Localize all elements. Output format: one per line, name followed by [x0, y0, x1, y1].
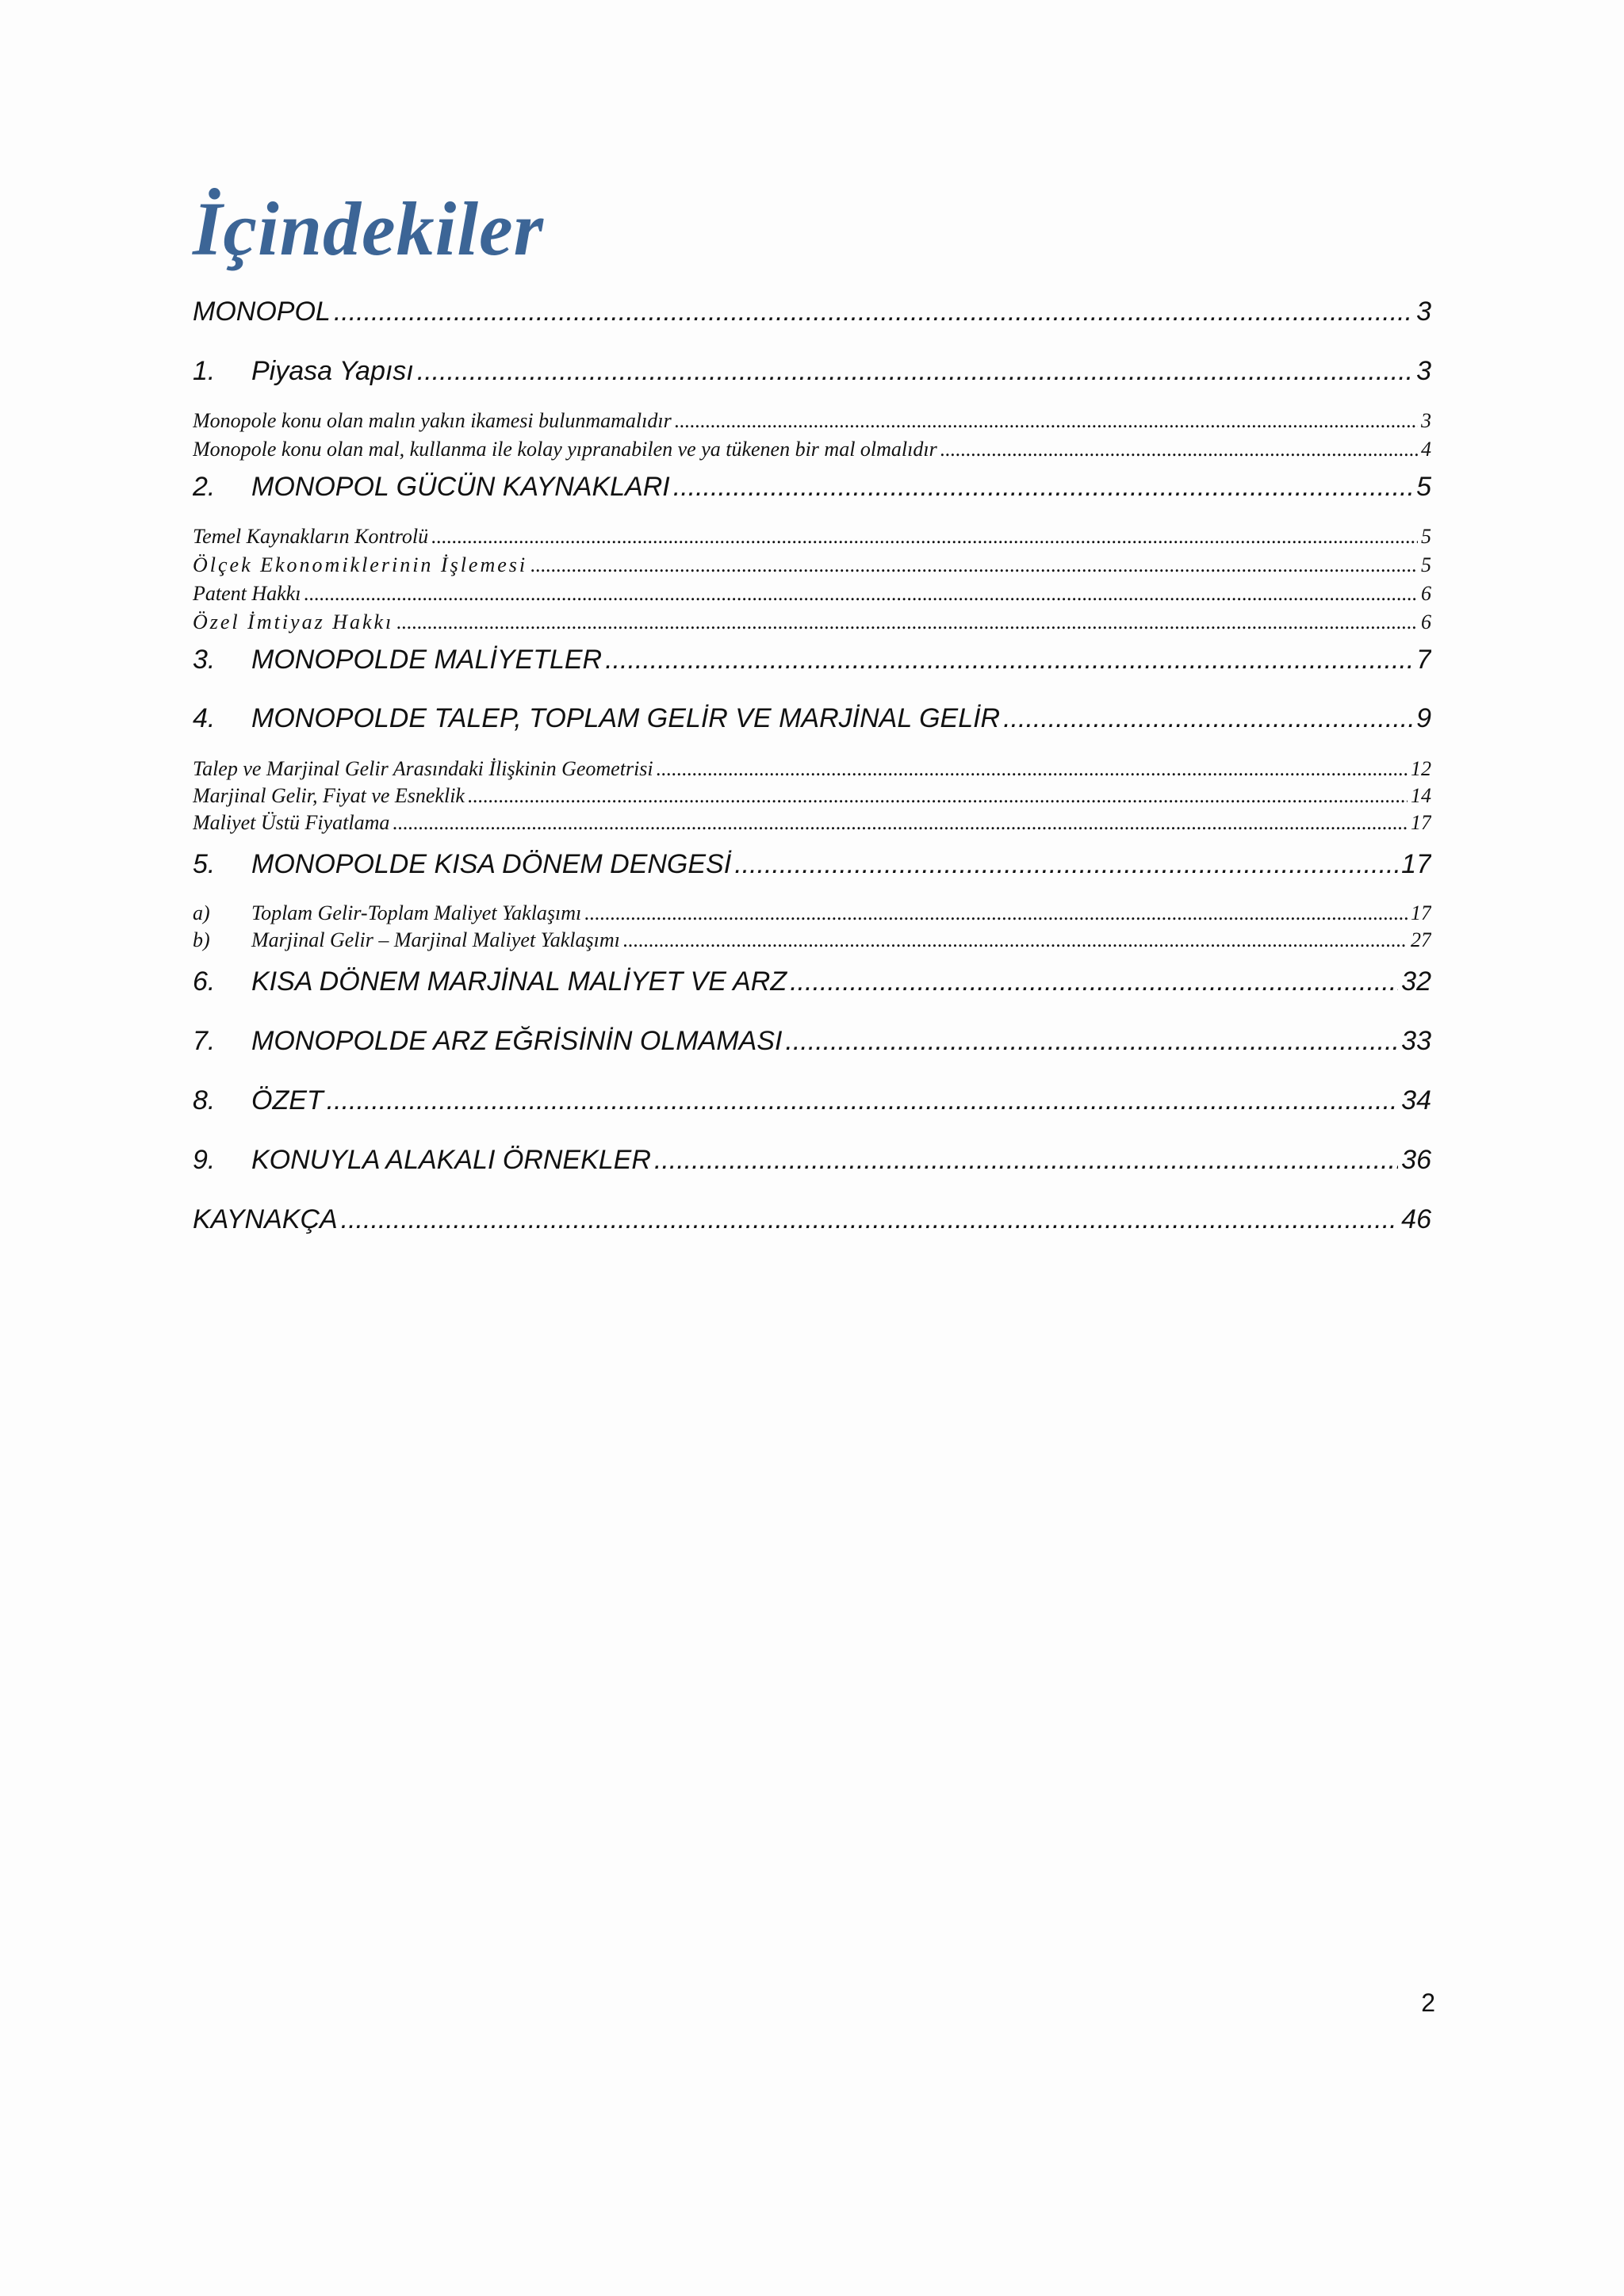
toc-entry-text: KONUYLA ALAKALI ÖRNEKLER	[251, 1145, 651, 1175]
toc-leader-dots	[654, 1142, 1398, 1178]
page-number: 2	[1421, 1988, 1435, 2017]
toc-entry-number: a)	[193, 901, 210, 924]
toc-entry-page: 5	[1421, 553, 1431, 576]
toc-entry[interactable]	[193, 1201, 1431, 1238]
toc-leader-dots	[790, 963, 1398, 1000]
toc-entry-text: ÖZET	[251, 1085, 324, 1115]
toc-entry[interactable]	[193, 408, 1431, 434]
toc-entry[interactable]	[193, 783, 1431, 809]
toc-entry[interactable]	[193, 963, 1431, 1000]
toc-entry[interactable]	[193, 523, 1431, 550]
toc-leader-dots	[584, 900, 1408, 927]
toc-entry[interactable]	[193, 809, 1431, 836]
toc-entry-text: MONOPOLDE KISA DÖNEM DENGESİ	[251, 849, 732, 879]
toc-leader-dots	[785, 1023, 1398, 1059]
toc-leader-dots	[673, 469, 1413, 505]
toc-leader-dots	[341, 1201, 1399, 1238]
toc-entry-text: Marjinal Gelir, Fiyat ve Esneklik	[193, 784, 465, 807]
toc-entry-page: 12	[1411, 757, 1431, 780]
toc-leader-dots	[940, 436, 1418, 463]
toc-entry[interactable]	[193, 293, 1431, 330]
toc-entry[interactable]	[193, 927, 1431, 954]
toc-leader-dots	[327, 1082, 1399, 1119]
toc-entry[interactable]	[193, 641, 1431, 678]
toc-entry-text: Ölçek Ekonomiklerinin İşlemesi	[193, 553, 528, 576]
toc-entry-text: Temel Kaynakların Kontrolü	[193, 525, 429, 548]
toc-entry-text: MONOPOLDE MALİYETLER	[251, 645, 603, 675]
toc-leader-dots	[675, 408, 1418, 434]
toc-entry-text: MONOPOLDE ARZ EĞRİSİNİN OLMAMASI	[251, 1026, 783, 1056]
toc-entry-text: Monopole konu olan mal, kullanma ile kolay yıpranabilen ve ya tükenen bir mal olmalıdır	[193, 438, 937, 461]
toc-entry-text: MONOPOL GÜCÜN KAYNAKLARI	[251, 472, 670, 502]
toc-entry-text: Piyasa Yapısı	[251, 356, 414, 386]
toc-entry-number: 3.	[193, 645, 216, 675]
toc-entry-number: 6.	[193, 966, 216, 997]
toc-entry-page: 3	[1416, 297, 1431, 327]
toc-entry-text: KAYNAKÇA	[193, 1204, 338, 1234]
toc-entry[interactable]	[193, 436, 1431, 463]
toc-entry-page: 5	[1416, 472, 1431, 502]
toc-entry-number: 9.	[193, 1145, 216, 1175]
toc-leader-dots	[1003, 700, 1413, 737]
toc-entry-number: 1.	[193, 356, 216, 386]
toc-leader-dots	[657, 756, 1408, 783]
toc-entry[interactable]	[193, 580, 1431, 607]
toc-entry-text: Toplam Gelir-Toplam Maliyet Yaklaşımı	[251, 901, 582, 924]
toc-entry[interactable]	[193, 1142, 1431, 1178]
toc-entry-text: MONOPOLDE TALEP, TOPLAM GELİR VE MARJİNAL GELİR	[251, 703, 1001, 733]
toc-entry[interactable]	[193, 1082, 1431, 1119]
toc-leader-dots	[734, 846, 1398, 882]
toc-entry[interactable]	[193, 846, 1431, 882]
toc-entry-page: 46	[1401, 1204, 1431, 1234]
toc-entry-page: 7	[1416, 645, 1431, 675]
toc-entry-page: 33	[1401, 1026, 1431, 1056]
toc-leader-dots	[396, 609, 1418, 636]
toc-entry[interactable]	[193, 353, 1431, 389]
toc-entry-page: 17	[1401, 849, 1431, 879]
toc-entry-number: 8.	[193, 1085, 216, 1115]
toc-entry-page: 32	[1401, 966, 1431, 997]
toc-entry[interactable]	[193, 700, 1431, 737]
toc-leader-dots	[605, 641, 1413, 678]
toc-entry-page: 36	[1401, 1145, 1431, 1175]
toc-entry-text: Özel İmtiyaz Hakkı	[193, 610, 394, 633]
toc-leader-dots	[393, 809, 1408, 836]
toc-entry-page: 6	[1421, 610, 1431, 633]
toc-leader-dots	[431, 523, 1418, 550]
toc-entry-text: Marjinal Gelir – Marjinal Maliyet Yaklaşımı	[251, 928, 620, 951]
toc-entry-page: 34	[1401, 1085, 1431, 1115]
toc-entry-text: MONOPOL	[193, 297, 331, 327]
toc-entry-number: 5.	[193, 849, 216, 879]
toc-entry-page: 17	[1411, 901, 1431, 924]
toc-leader-dots	[530, 552, 1418, 579]
toc-entry-page: 4	[1421, 438, 1431, 461]
toc-entry-page: 6	[1421, 582, 1431, 605]
toc-entry-page: 3	[1416, 356, 1431, 386]
toc-entry[interactable]	[193, 1023, 1431, 1059]
toc-entry-page: 3	[1421, 409, 1431, 432]
toc-entry-page: 9	[1416, 703, 1431, 733]
toc-entry-text: Maliyet Üstü Fiyatlama	[193, 811, 390, 834]
toc-entry-text: Talep ve Marjinal Gelir Arasındaki İlişkinin Geometrisi	[193, 757, 653, 780]
toc-entry-page: 5	[1421, 525, 1431, 548]
toc-leader-dots	[334, 293, 1413, 330]
toc-entry[interactable]	[193, 609, 1431, 636]
toc-entry-number: b)	[193, 928, 210, 951]
toc-entry-text: Patent Hakkı	[193, 582, 301, 605]
toc-entry-page: 27	[1411, 928, 1431, 951]
toc-entry-text: KISA DÖNEM MARJİNAL MALİYET VE ARZ	[251, 966, 787, 997]
toc-leader-dots	[304, 580, 1418, 607]
toc-leader-dots	[468, 783, 1408, 809]
toc-entry-number: 7.	[193, 1026, 216, 1056]
toc-leader-dots	[623, 927, 1408, 954]
toc-title: İçindekiler	[193, 186, 544, 271]
toc-entry-page: 14	[1411, 784, 1431, 807]
toc-entry-number: 4.	[193, 703, 216, 733]
toc-entry[interactable]	[193, 900, 1431, 927]
toc-entry-text: Monopole konu olan malın yakın ikamesi bulunmamalıdır	[193, 409, 672, 432]
toc-entry[interactable]	[193, 756, 1431, 783]
toc-entry-page: 17	[1411, 811, 1431, 834]
toc-entry[interactable]	[193, 469, 1431, 505]
toc-entry[interactable]	[193, 552, 1431, 579]
toc-leader-dots	[417, 353, 1413, 389]
toc-entry-number: 2.	[193, 472, 216, 502]
